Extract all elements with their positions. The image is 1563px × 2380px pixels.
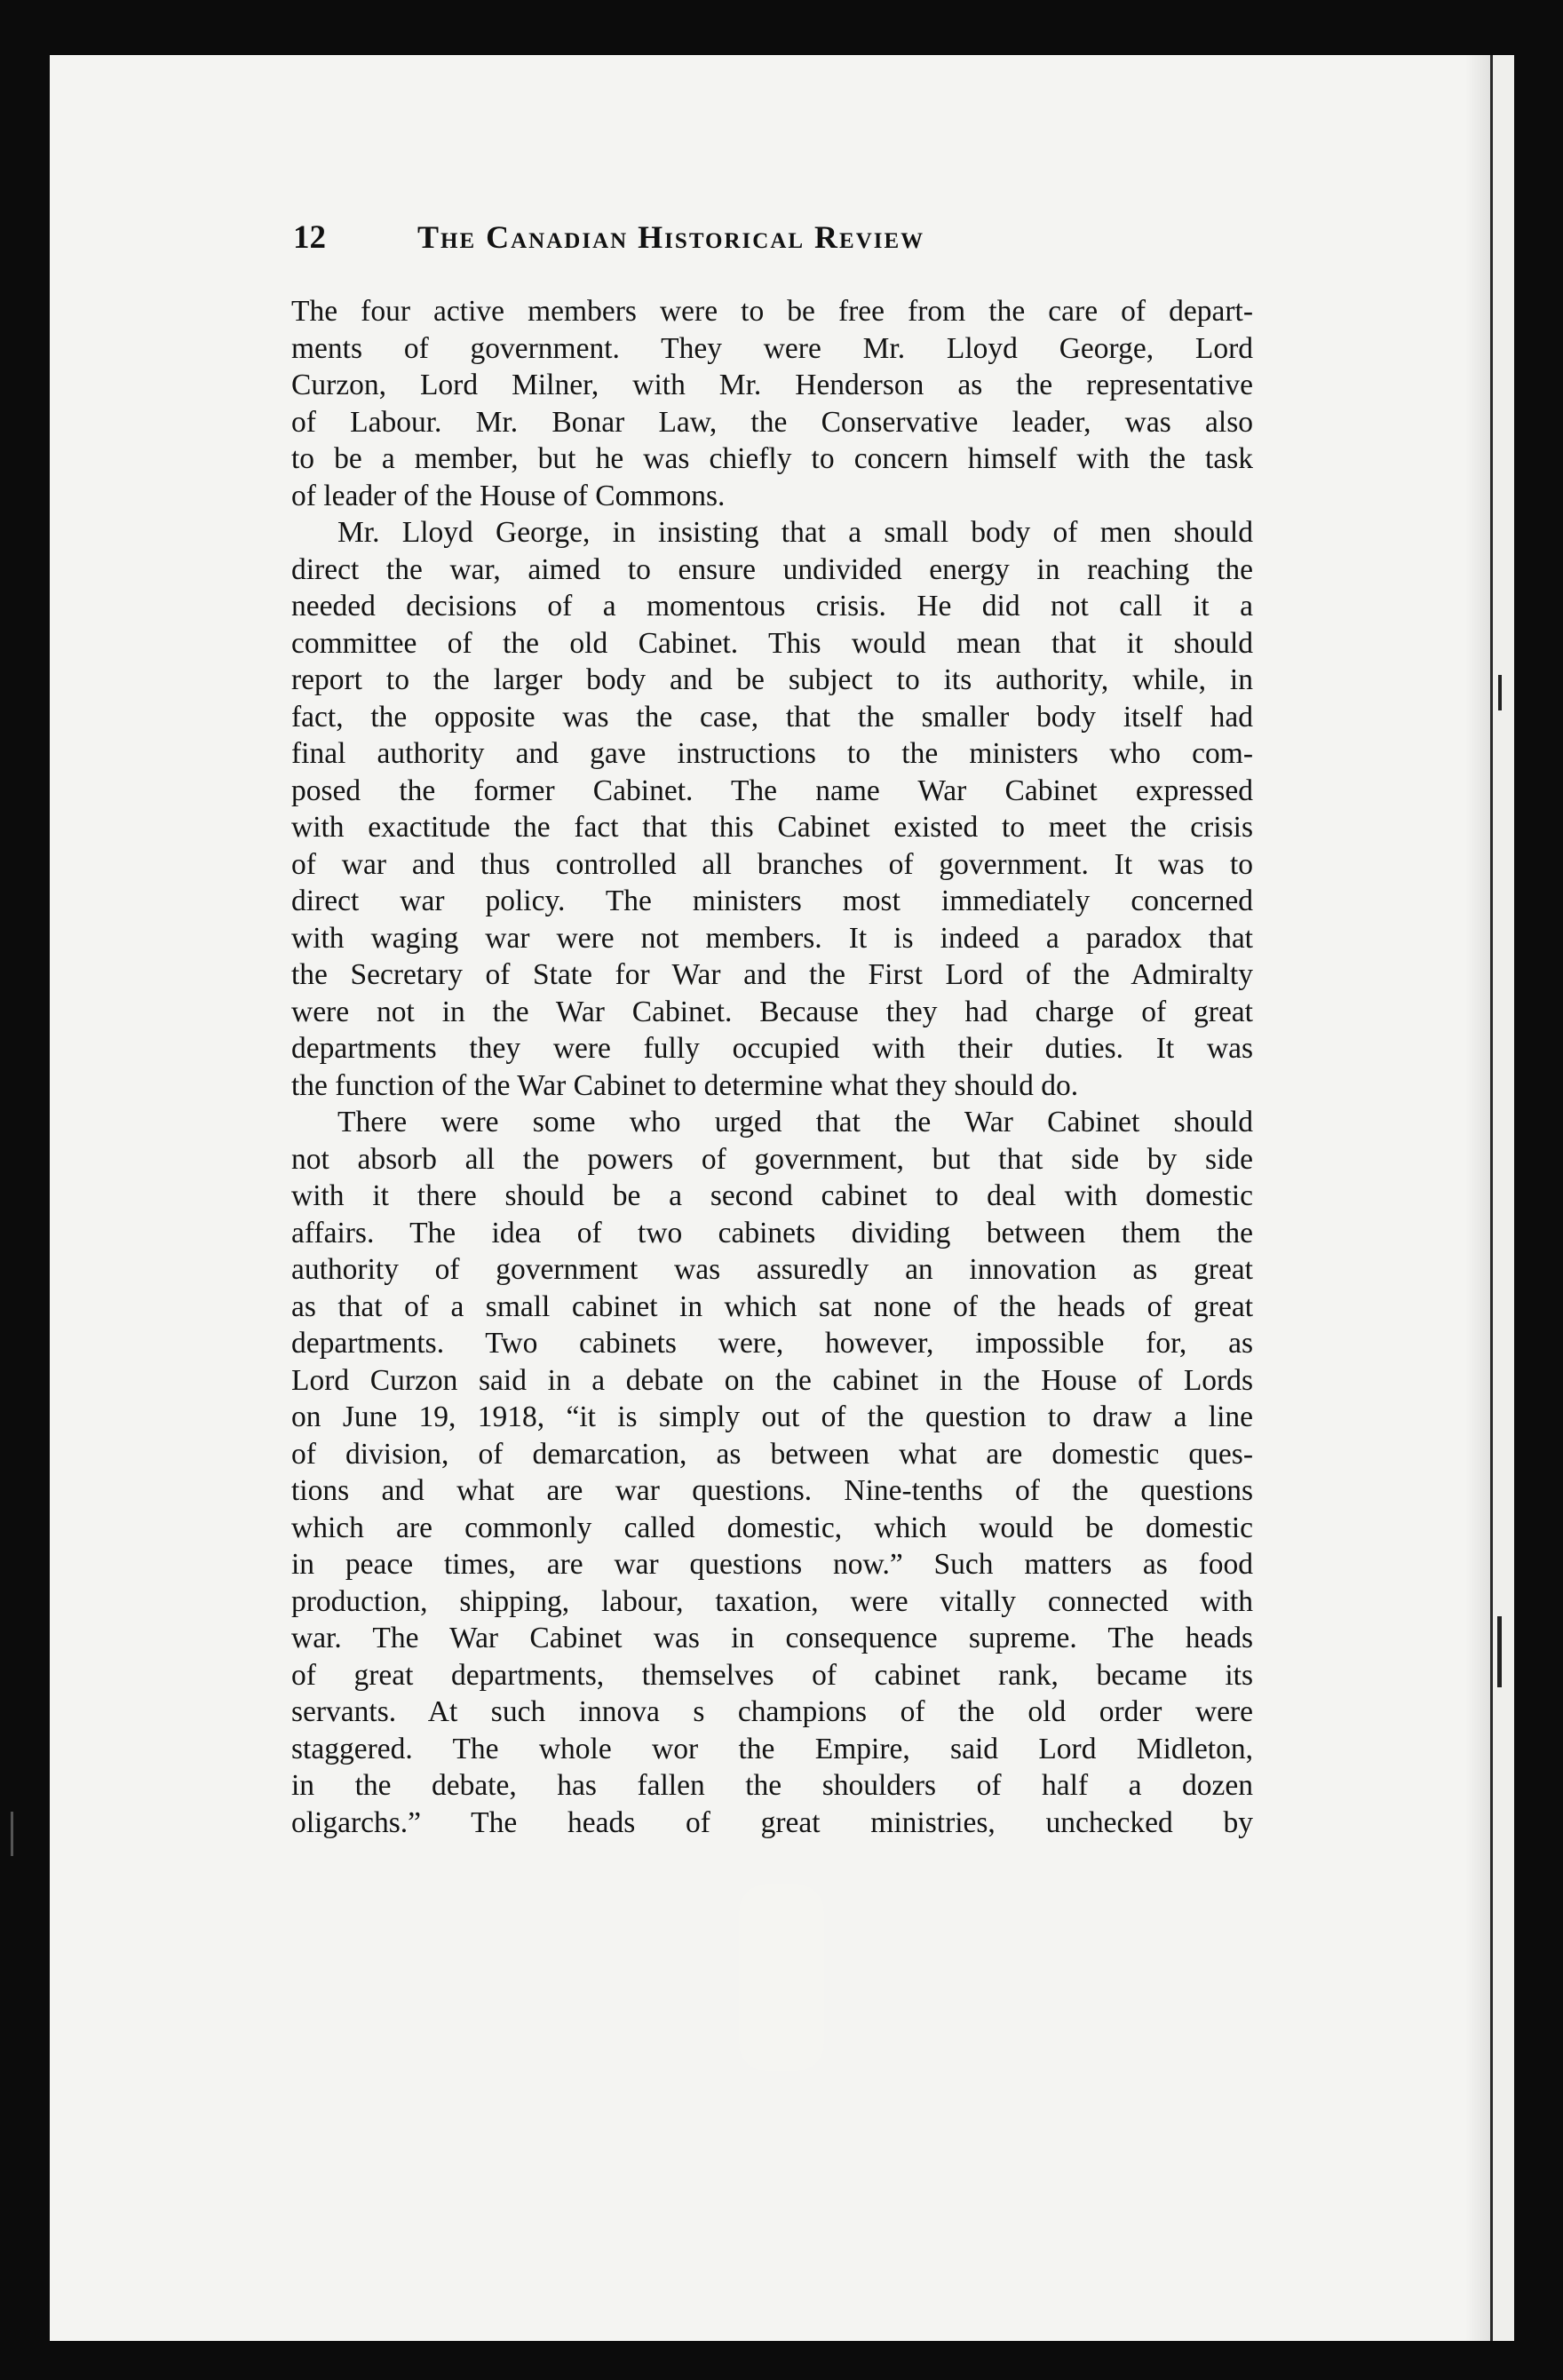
text-line: Curzon, Lord Milner, with Mr. Henderson as the representative [291,369,1253,401]
page-number: 12 [293,219,326,256]
text-line: on June 19, 1918, “it is simply out of the question to draw a line [291,1400,1253,1433]
text-line: which are commonly called domestic, which would be domestic [291,1511,1253,1544]
text-line: were not in the War Cabinet. Because they had charge of great [291,995,1253,1028]
paragraph [291,1104,1253,1841]
paragraph [291,293,1253,514]
text-line: the function of the War Cabinet to determine what they should do. [291,1068,1079,1102]
gutter-shadow [1465,55,1490,2341]
text-line: with it there should be a second cabinet to deal with domestic [291,1179,1253,1212]
text-line: of division, of demarcation, as between what are domestic ques- [291,1437,1253,1471]
text-line: final authority and gave instructions to the ministers who com- [291,737,1253,770]
scan-speck [1498,675,1502,710]
text-line: affairs. The idea of two cabinets dividing between them the [291,1216,1253,1250]
text-line: in peace times, are war questions now.” Such matters as food [291,1548,1253,1581]
text-line: oligarchs.” The heads of great ministries, unchecked by [291,1805,1253,1839]
text-line: ments of government. They were Mr. Lloyd George, Lord [291,331,1253,365]
next-page-edge [1490,55,1514,2341]
text-line: posed the former Cabinet. The name War Cabinet expressed [291,774,1253,807]
text-line: direct war policy. The ministers most immediately concerned [291,885,1253,917]
text-line: departments they were fully occupied with their duties. It was [291,1032,1253,1065]
text-line: in the debate, has fallen the shoulders of half a dozen [291,1769,1253,1802]
article-body [291,293,1253,1841]
text-line: authority of government was assuredly an innovation as great [291,1253,1253,1286]
text-line: direct the war, aimed to ensure undivided energy in reaching the [291,552,1253,586]
text-line: needed decisions of a momentous crisis. He did not call it a [291,590,1253,623]
text-line: Mr. Lloyd George, in insisting that a small body of men should [337,516,1253,549]
text-line: to be a member, but he was chiefly to concern himself with the task [291,442,1253,475]
text-line: with exactitude the fact that this Cabinet existed to meet the crisis [291,811,1253,844]
paper-damage [739,1884,824,2071]
text-line: of great departments, themselves of cabinet rank, became its [291,1658,1253,1692]
running-head [293,218,1106,272]
text-line: tions and what are war questions. Nine-tenths of the questions [291,1474,1253,1507]
text-line: war. The War Cabinet was in consequence supreme. The heads [291,1622,1253,1654]
text-line: of leader of the House of Commons. [291,479,726,512]
text-line: staggered. The whole wor the Empire, said Lord Midleton, [291,1732,1253,1765]
text-line: with waging war were not members. It is indeed a paradox that [291,921,1253,955]
text-line: committee of the old Cabinet. This would mean that it should [291,626,1253,660]
text-line: The four active members were to be free from the care of depart- [291,295,1253,328]
journal-title: The Canadian Historical Review [417,219,925,255]
text-line: fact, the opposite was the case, that the smaller body itself had [291,700,1253,734]
text-line: servants. At such innova s champions of the old order were [291,1695,1253,1728]
text-line: as that of a small cabinet in which sat none of the heads of great [291,1289,1253,1323]
scan-speck [11,1812,13,1856]
scan-speck [1497,1616,1502,1687]
paragraph [291,514,1253,1104]
text-line: report to the larger body and be subject to its authority, while, in [291,663,1253,696]
text-line: the Secretary of State for War and the First Lord of the Admiralty [291,958,1253,991]
text-line: of war and thus controlled all branches of government. It was to [291,847,1253,881]
text-line: Lord Curzon said in a debate on the cabinet in the House of Lords [291,1363,1253,1397]
text-line: of Labour. Mr. Bonar Law, the Conservative leader, was also [291,405,1253,439]
text-line: production, shipping, labour, taxation, were vitally connected with [291,1584,1253,1618]
text-line: not absorb all the powers of government, but that side by side [291,1142,1253,1176]
text-line: There were some who urged that the War Cabinet should [337,1106,1253,1138]
text-line: departments. Two cabinets were, however, impossible for, as [291,1327,1253,1360]
